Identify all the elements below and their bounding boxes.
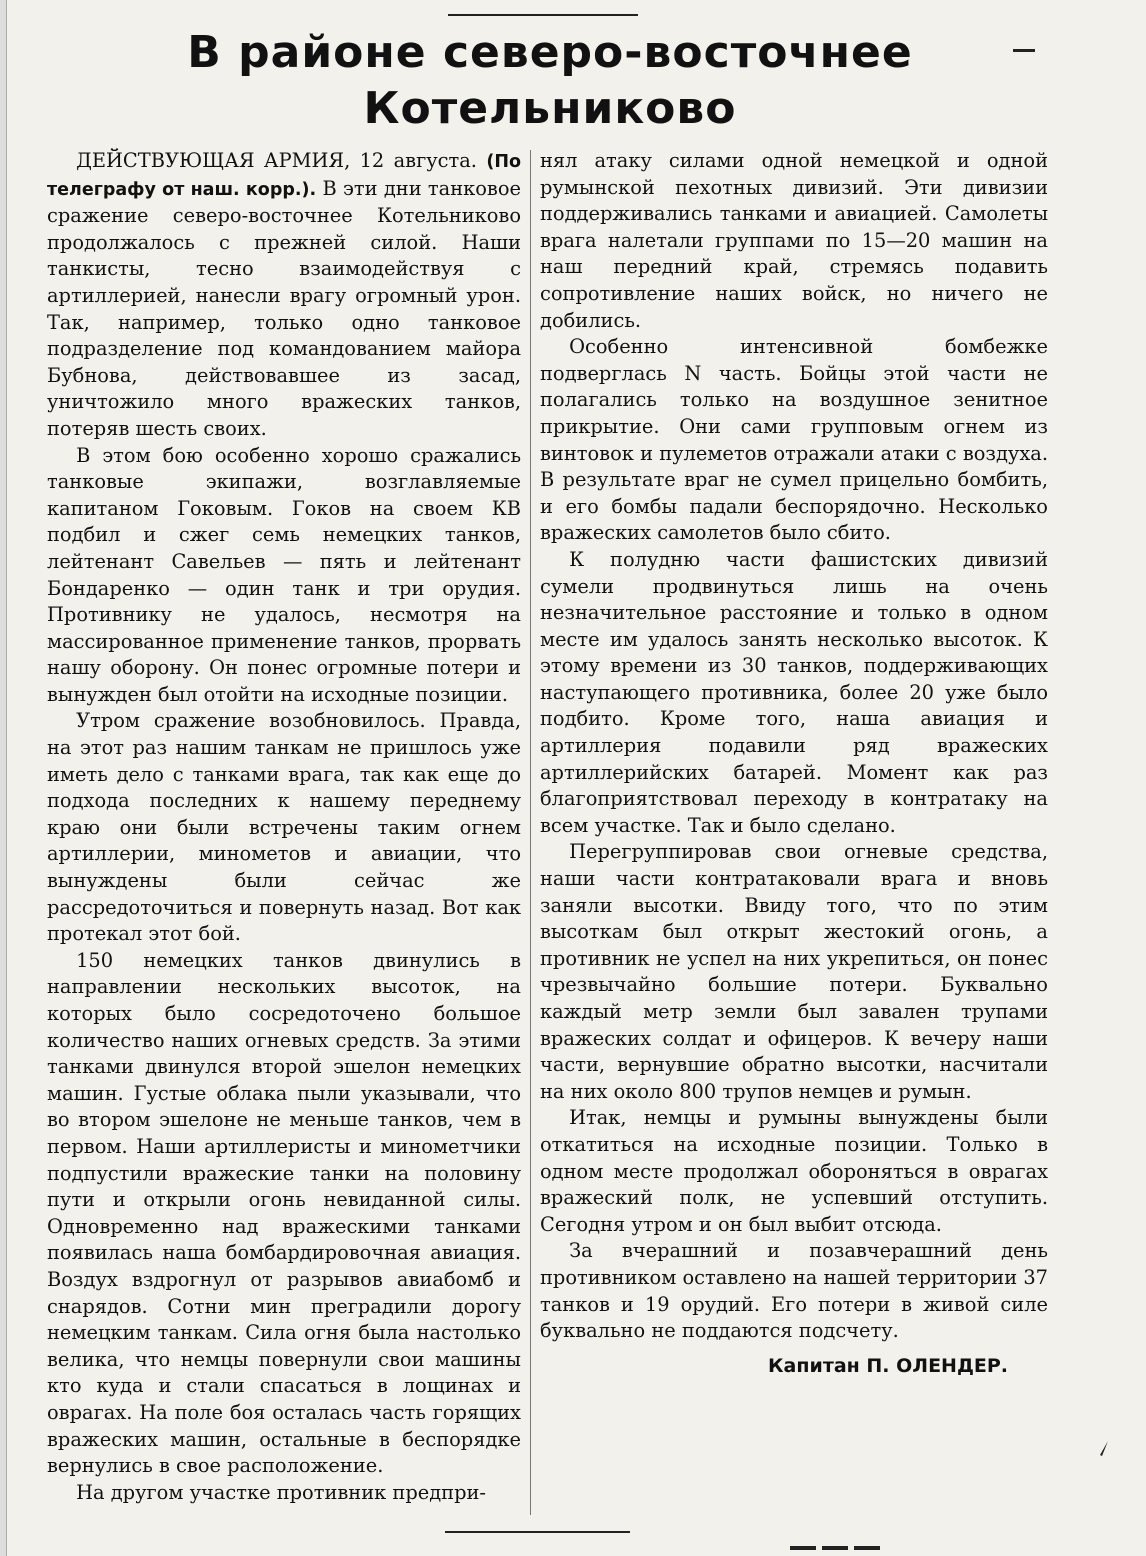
next-article-fragment <box>790 1538 930 1556</box>
bottom-rule <box>445 1531 630 1533</box>
headline-line-1: В районе северо-восточнее <box>187 27 913 78</box>
paragraph-3: Утром сражение возобновилось. Правда, на этот раз нашим танкам не пришлось уже иметь дело с танками врага, так как еще до подхода последних к нашему переднему краю они были встречены таким огнем артиллерии, минометов и авиации, что вынуждены были сейчас же рассредоточиться и повернуть назад. Вот как протекал этот бой. <box>47 709 521 946</box>
paragraph-1 <box>47 148 521 443</box>
paragraph-4: 150 немецких танков двинулись в направлении нескольких высоток, на которых было сосредоточено большое количество наших огневых средств. За этими танками двинулся второй эшелон немецких машин. Густые облака пыли указывали, что во втором эшелоне не меньше танков, чем в первом. Наши артиллеристы и минометчики подпустили вражеские танки на половину пути и открыли огонь невиданной силы. Одновременно над вражескими танками появилась наша бомбардировочная авиация. Воздух вздрогнул от разрывов авиабомб и снарядов. Сотни мин преградили дорогу немецким танкам. Сила огня была настолько велика, что немцы повернули свои машины кто куда и стали спасаться в лощинах и оврагах. На поле боя осталась часть горящих вражеских машин, остальные в беспорядке вернулись в свое расположение. <box>47 948 521 1478</box>
top-rule <box>448 14 638 16</box>
margin-dash <box>1013 49 1035 52</box>
paragraph-2: В этом бою особенно хорошо сражались танковые экипажи, возглавляемые капитаном Гоковым. Гоков на своем КВ подбил и сжег семь немецких танков, лейтенант Савельев — пять и лейтенант Бондаренко — один танк и три орудия. Противнику не удалось, несмотря на массированное применение танков, прорвать нашу оборону. Он понес огромные потери и вынужден был отойти на исходные позиции. <box>47 443 521 706</box>
column-divider <box>530 150 531 1515</box>
paragraph-1-text: В эти дни танковое сражение северо-восточнее Котельниково продолжалось с прежней силой. Наши танкисты, тесно взаимодействуя с артиллерией, нанесли врагу огромный урон. Так, например, только одно танковое подразделение под командованием майора Бубнова, действовавшее из засад, уничтожило много вражеских танков, потеряв шесть своих. <box>47 176 521 440</box>
author-signature: Капитан П. ОЛЕНДЕР. <box>768 1354 1008 1377</box>
right-column <box>540 148 1048 1379</box>
dateline: ДЕЙСТВУЮЩАЯ АРМИЯ, 12 августа. <box>76 149 477 172</box>
article-headline <box>120 25 980 137</box>
page-edge <box>0 0 7 1556</box>
headline-line-2: Котельниково <box>363 83 737 134</box>
paragraph-10: За вчерашний и позавчерашний день противником оставлено на нашей территории 37 танков и 19 орудий. Его потери в живой силе буквально не поддаются подсчету. <box>540 1239 1048 1343</box>
paragraph-5-continued: нял атаку силами одной немецкой и одной румынской пехотных дивизий. Эти дивизии поддерживались танками и авиацией. Самолеты врага налетали группами по 15—20 машин на наш передний край, стремясь подавить сопротивление наших войск, но ничего не добились. <box>540 149 1048 332</box>
left-column <box>47 148 521 1506</box>
paragraph-6: Особенно интенсивной бомбежке подверглась N часть. Бойцы этой части не полагались только на воздушное зенитное прикрытие. Они сами групповым огнем из винтовок и пулеметов отражали атаки с воздуха. В результате враг не сумел прицельно бомбить, и его бомбы падали беспорядочно. Несколько вражеских самолетов было сбито. <box>540 335 1048 545</box>
paragraph-8: Перегруппировав свои огневые средства, наши части контратаковали врага и вновь заняли высотки. Ввиду того, что по этим высоткам был открыт жестокий огонь, а противник не успел на них укрепиться, он понес чрезвычайно большие потери. Буквально каждый метр земли был завален трупами вражеских солдат и офицеров. К вечеру наши части, вернувшие обратно высотки, насчитали на них около 800 трупов немцев и румын. <box>540 840 1048 1103</box>
paragraph-7: К полудню части фашистских дивизий сумели продвинуться лишь на очень незначительное расстояние и только в одном месте им удалось занять несколько высоток. К этому времени из 30 танков, поддерживающих наступающего противника, более 20 уже было подбито. Кроме того, наша авиация и артиллерия подавили ряд вражеских артиллерийских батарей. Момент как раз благоприятствовал переходу в контратаку на всем участке. Так и было сделано. <box>540 547 1048 837</box>
source-note: (По телеграфу от наш. корр.). <box>47 152 521 200</box>
paragraph-5: На другом участке противник предпри- <box>76 1480 486 1504</box>
paragraph-9: Итак, немцы и румыны вынуждены были откатиться на исходные позиции. Только в одном месте продолжал обороняться в оврагах вражеский полк, не успевший отступить. Сегодня утром и он был выбит отсюда. <box>540 1106 1048 1236</box>
ink-mark <box>1098 1440 1112 1458</box>
